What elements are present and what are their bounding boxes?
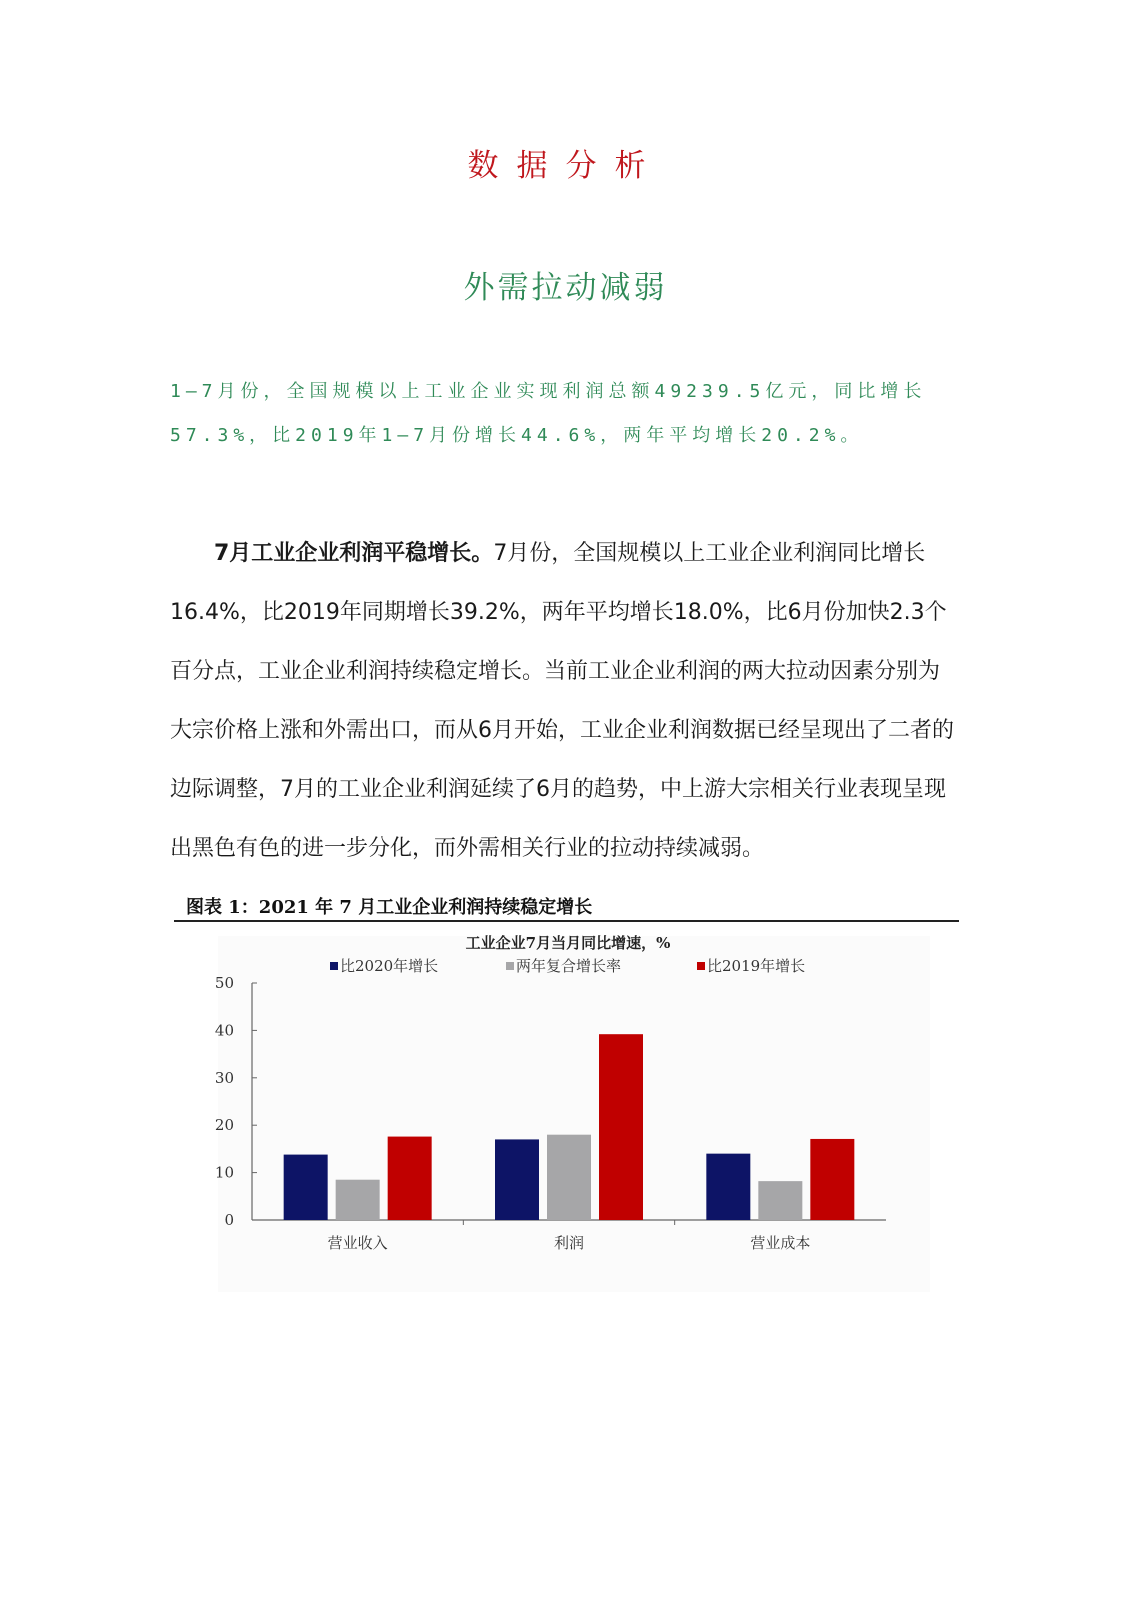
bar-2-0	[706, 1154, 750, 1220]
y-tick-label: 0	[224, 1211, 234, 1229]
x-category-label: 利润	[553, 1234, 585, 1252]
legend-label: 比2020年增长	[340, 957, 439, 975]
legend-swatch	[506, 962, 514, 970]
chart-container	[214, 934, 930, 1292]
page-title: 数据分析	[467, 148, 664, 184]
bar-0-1	[336, 1180, 380, 1220]
legend-swatch	[697, 962, 705, 970]
chart-legend	[330, 957, 805, 975]
body-lead: 7月工业企业利润平稳增长。	[214, 541, 494, 566]
bar-0-0	[284, 1155, 328, 1220]
bar-chart	[214, 934, 930, 1292]
body-paragraph	[170, 524, 960, 878]
bar-2-1	[758, 1181, 802, 1220]
y-tick-label: 20	[214, 1116, 234, 1135]
body-text: 7月份，全国规模以上工业企业利润同比增长16.4%，比2019年同期增长39.2%，两年平均增长18.0%，比6月份加快2.3个百分点，工业企业利润持续稳定增长。当前工业企业利润的两大拉动因素分别为大宗价格上涨和外需出口，而从6月开始，工业企业利润数据已经呈现出了二者的边际调整，7月的工业企业利润延续了6月的趋势，中上游大宗相关行业表现呈现出黑色有色的进一步分化，而外需相关行业的拉动持续减弱。	[170, 541, 954, 861]
x-category-label: 营业成本	[750, 1234, 811, 1252]
bar-0-2	[388, 1137, 432, 1220]
x-category-label: 营业收入	[327, 1234, 388, 1252]
bar-1-1	[547, 1135, 591, 1220]
figure-rule	[174, 920, 959, 922]
y-tick-label: 10	[214, 1163, 234, 1182]
y-tick-label: 30	[214, 1068, 234, 1087]
y-tick-label: 40	[214, 1021, 234, 1040]
figure-caption: 图表 1：2021 年 7 月工业企业利润持续稳定增长	[186, 897, 593, 918]
legend-label: 比2019年增长	[707, 957, 806, 975]
legend-swatch	[330, 962, 338, 970]
chart-title: 工业企业7月当月同比增速，%	[465, 934, 671, 952]
page-subtitle: 外需拉动减弱	[463, 270, 668, 306]
summary-paragraph: 1—7月份，全国规模以上工业企业实现利润总额49239.5亿元，同比增长57.3%，比2019年1—7月份增长44.6%，两年平均增长20.2%。	[170, 381, 927, 446]
y-tick-label: 50	[214, 974, 234, 992]
bar-1-2	[599, 1034, 643, 1220]
bar-2-2	[810, 1139, 854, 1220]
bar-1-0	[495, 1139, 539, 1220]
legend-label: 两年复合增长率	[516, 957, 622, 975]
